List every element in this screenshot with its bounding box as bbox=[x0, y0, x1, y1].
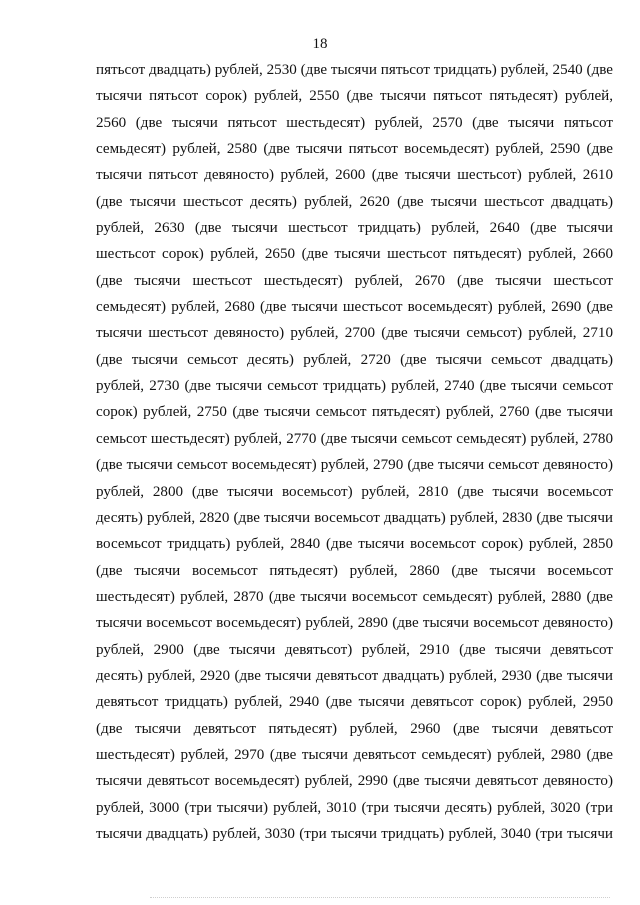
text-line: тысячи шестьсот девяносто) рублей, 2700 (две тысячи семьсот) рублей, 2710 bbox=[96, 325, 613, 342]
body-paragraph bbox=[96, 57, 613, 847]
text-line: (две тысячи девятьсот пятьдесят) рублей, 2960 (две тысячи девятьсот bbox=[96, 720, 613, 737]
text-line: (две тысячи шестьсот шестьдесят) рублей, 2670 (две тысячи шестьсот bbox=[96, 272, 613, 289]
text-line: тысячи пятьсот сорок) рублей, 2550 (две тысячи пятьсот пятьдесят) рублей, bbox=[96, 88, 613, 105]
text-line: десять) рублей, 2920 (две тысячи девятьсот двадцать) рублей, 2930 (две тысячи bbox=[96, 667, 613, 684]
text-line: (две тысячи восемьсот пятьдесят) рублей, 2860 (две тысячи восемьсот bbox=[96, 562, 613, 579]
text-line: 2560 (две тысячи пятьсот шестьдесят) рублей, 2570 (две тысячи пятьсот bbox=[96, 114, 613, 131]
text-line: семьсот шестьдесят) рублей, 2770 (две тысячи семьсот семьдесят) рублей, 2780 bbox=[96, 430, 613, 447]
text-line: шестьсот сорок) рублей, 2650 (две тысячи шестьсот пятьдесят) рублей, 2660 bbox=[96, 246, 613, 263]
text-line: (две тысячи шестьсот десять) рублей, 2620 (две тысячи шестьсот двадцать) bbox=[96, 193, 613, 210]
text-line: шестьдесят) рублей, 2870 (две тысячи восемьсот семьдесят) рублей, 2880 (две bbox=[96, 588, 613, 605]
text-line: сорок) рублей, 2750 (две тысячи семьсот пятьдесят) рублей, 2760 (две тысячи bbox=[96, 404, 613, 421]
scan-artifact-divider bbox=[150, 897, 610, 899]
text-line: семьдесят) рублей, 2680 (две тысячи шестьсот восемьдесят) рублей, 2690 (две bbox=[96, 299, 613, 316]
text-line: пятьсот двадцать) рублей, 2530 (две тысячи пятьсот тридцать) рублей, 2540 (две bbox=[96, 62, 613, 78]
page-number: 18 bbox=[312, 36, 328, 52]
text-line: тысячи пятьсот девяносто) рублей, 2600 (две тысячи шестьсот) рублей, 2610 bbox=[96, 167, 613, 184]
text-line: рублей, 3000 (три тысячи) рублей, 3010 (три тысячи десять) рублей, 3020 (три bbox=[96, 799, 613, 816]
text-line: тысячи двадцать) рублей, 3030 (три тысячи тридцать) рублей, 3040 (три тысячи bbox=[96, 825, 613, 842]
text-line: (две тысячи семьсот десять) рублей, 2720 (две тысячи семьсот двадцать) bbox=[96, 351, 613, 368]
text-line: семьдесят) рублей, 2580 (две тысячи пятьсот восемьдесят) рублей, 2590 (две bbox=[96, 141, 613, 158]
text-line: десять) рублей, 2820 (две тысячи восемьсот двадцать) рублей, 2830 (две тысячи bbox=[96, 509, 613, 526]
text-line: тысячи девятьсот восемьдесят) рублей, 2990 (две тысячи девятьсот девяносто) bbox=[96, 773, 613, 790]
text-line: (две тысячи семьсот восемьдесят) рублей, 2790 (две тысячи семьсот девяносто) bbox=[96, 457, 613, 474]
text-line: рублей, 2630 (две тысячи шестьсот тридцать) рублей, 2640 (две тысячи bbox=[96, 220, 613, 237]
text-line: тысячи восемьсот восемьдесят) рублей, 2890 (две тысячи восемьсот девяносто) bbox=[96, 615, 613, 632]
text-line: рублей, 2800 (две тысячи восемьсот) рублей, 2810 (две тысячи восемьсот bbox=[96, 483, 613, 500]
text-line: девятьсот тридцать) рублей, 2940 (две тысячи девятьсот сорок) рублей, 2950 bbox=[96, 694, 613, 711]
text-line: рублей, 2900 (две тысячи девятьсот) рублей, 2910 (две тысячи девятьсот bbox=[96, 641, 613, 658]
text-line: рублей, 2730 (две тысячи семьсот тридцать) рублей, 2740 (две тысячи семьсот bbox=[96, 378, 613, 395]
text-line: восемьсот тридцать) рублей, 2840 (две тысячи восемьсот сорок) рублей, 2850 bbox=[96, 536, 613, 553]
text-line: шестьдесят) рублей, 2970 (две тысячи девятьсот семьдесят) рублей, 2980 (две bbox=[96, 746, 613, 763]
